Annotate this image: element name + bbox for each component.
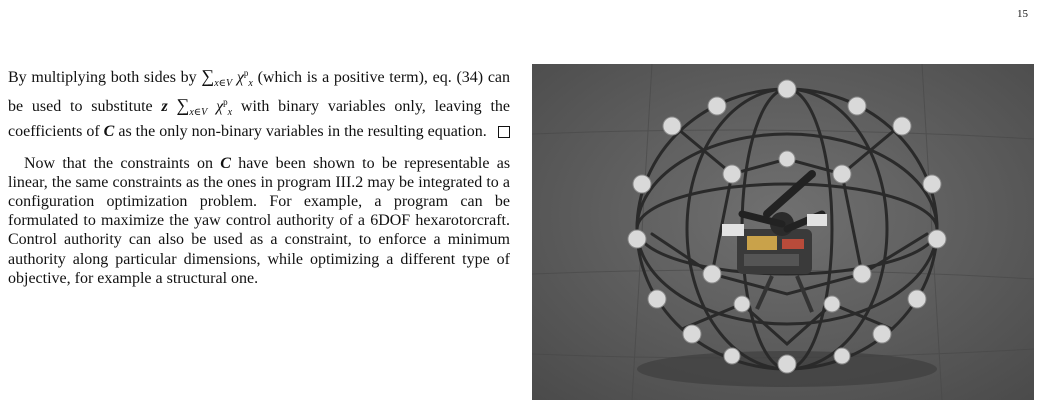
para1-text-4: as the only non-binary variables in the resulting equation.	[118, 123, 487, 141]
page-number: 15	[1017, 8, 1028, 20]
sum-symbol-2: ∑	[176, 95, 190, 116]
text-column	[8, 64, 510, 288]
para1-text-3: with binary variables only, leaving the coefficients of	[8, 98, 511, 141]
sum-symbol-1: ∑	[201, 66, 215, 86]
para1-text-1: By multiplying both sides by	[8, 69, 197, 86]
C-symbol-1: C	[103, 123, 115, 141]
sum-subscript-1: x∈V	[214, 78, 233, 89]
qed-square-icon	[498, 126, 510, 138]
chi-superscript-1: p	[243, 68, 249, 78]
para2-text-1: Now that the constraints on	[24, 154, 213, 172]
para1-text-2: (which is a positive term), eq. (34) can be used to substitute	[8, 69, 511, 116]
paragraph-2	[8, 154, 510, 288]
C-symbol-2: C	[220, 154, 231, 172]
chi-symbol-2: χ	[216, 98, 224, 116]
chi-subscript-2: x	[227, 107, 233, 119]
figure-photo	[532, 64, 1034, 400]
paragraph-1	[8, 64, 510, 142]
drone-cage-photo-icon	[532, 64, 1034, 400]
sum-subscript-2: x∈V	[189, 107, 208, 119]
chi-symbol-1: χ	[236, 69, 244, 86]
z-symbol: z	[161, 98, 168, 116]
chi-subscript-1: x	[248, 78, 253, 89]
chi-superscript-2: p	[223, 97, 228, 108]
para2-text-2: have been shown to be representable as linear, the same constraints as the ones in program III.2 may be integrated to a configuration optimization problem. For example, a program can be formulated to maximize the yaw control authority of a 6DOF hexarotorcraft. Control authority can also be used as a constraint, to enforce a minimum authority along particular dimensions, while optimizing a different type of objective, for example a structural one.	[8, 154, 511, 287]
